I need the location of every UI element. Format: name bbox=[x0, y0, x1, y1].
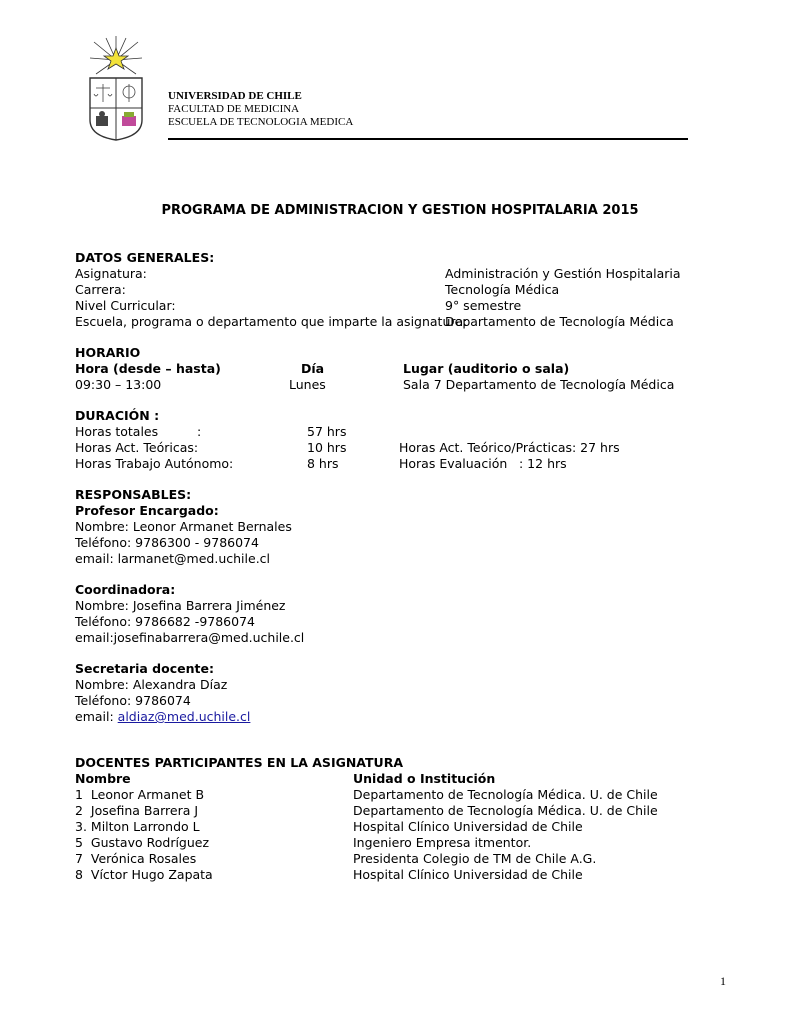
horario-col-hora: Hora (desde – hasta) bbox=[75, 361, 221, 376]
datos-value: 9° semestre bbox=[445, 298, 522, 313]
docente-nombre: Verónica Rosales bbox=[90, 851, 197, 866]
docente-row bbox=[75, 867, 213, 883]
profesor-role: Profesor Encargado: bbox=[75, 503, 219, 518]
docente-unidad: Hospital Clínico Universidad de Chile bbox=[353, 867, 583, 882]
coordinadora-nombre: Nombre: Josefina Barrera Jiménez bbox=[75, 598, 286, 613]
duracion-totales-colon: : bbox=[197, 424, 202, 439]
docente-row bbox=[75, 803, 198, 819]
docente-row bbox=[75, 851, 196, 867]
docente-unidad: Hospital Clínico Universidad de Chile bbox=[353, 819, 583, 834]
header-university: UNIVERSIDAD DE CHILE bbox=[168, 90, 302, 102]
duracion-evaluacion-value: : 12 hrs bbox=[519, 456, 567, 471]
docentes-col-nombre: Nombre bbox=[75, 771, 131, 786]
horario-col-lugar: Lugar (auditorio o sala) bbox=[403, 361, 570, 376]
docente-num: 8 bbox=[75, 867, 83, 882]
docentes-heading: DOCENTES PARTICIPANTES EN LA ASIGNATURA bbox=[75, 755, 403, 770]
secretaria-email-label: email: bbox=[75, 709, 114, 724]
datos-heading: DATOS GENERALES: bbox=[75, 250, 215, 265]
datos-value: Administración y Gestión Hospitalaria bbox=[445, 266, 681, 281]
secretaria-role: Secretaria docente: bbox=[75, 661, 214, 676]
docente-row bbox=[75, 787, 204, 803]
coordinadora-email: email:josefinabarrera@med.uchile.cl bbox=[75, 630, 305, 645]
profesor-telefono: Teléfono: 9786300 - 9786074 bbox=[75, 535, 259, 550]
datos-label: Nivel Curricular: bbox=[75, 298, 176, 313]
docente-num: 3. bbox=[75, 819, 87, 834]
duracion-teo-prac: Horas Act. Teórico/Prácticas: 27 hrs bbox=[399, 440, 620, 455]
duracion-heading: DURACIÓN : bbox=[75, 408, 160, 423]
secretaria-nombre: Nombre: Alexandra Díaz bbox=[75, 677, 228, 692]
horario-dia: Lunes bbox=[289, 377, 326, 392]
coordinadora-role: Coordinadora: bbox=[75, 582, 176, 597]
horario-lugar: Sala 7 Departamento de Tecnología Médica bbox=[403, 377, 675, 392]
duracion-teoricas-value: 10 hrs bbox=[307, 440, 347, 455]
docente-nombre: Milton Larrondo L bbox=[90, 819, 200, 834]
duracion-totales-label: Horas totales bbox=[75, 424, 159, 439]
header-divider bbox=[168, 138, 688, 140]
duracion-evaluacion-label: Horas Evaluación bbox=[399, 456, 508, 471]
docente-num: 5 bbox=[75, 835, 83, 850]
docente-num: 2 bbox=[75, 803, 83, 818]
docente-num: 7 bbox=[75, 851, 83, 866]
docente-unidad: Departamento de Tecnología Médica. U. de Chile bbox=[353, 787, 658, 802]
page-title: PROGRAMA DE ADMINISTRACION Y GESTION HOSPITALARIA 2015 bbox=[161, 203, 639, 218]
docente-nombre: Gustavo Rodríguez bbox=[90, 835, 210, 850]
docente-nombre: Leonor Armanet B bbox=[90, 787, 205, 802]
university-crest-logo bbox=[84, 34, 148, 144]
datos-label: Asignatura: bbox=[75, 266, 147, 281]
profesor-nombre: Nombre: Leonor Armanet Bernales bbox=[75, 519, 292, 534]
datos-label: Carrera: bbox=[75, 282, 126, 297]
duracion-totales-value: 57 hrs bbox=[307, 424, 347, 439]
docente-row bbox=[75, 835, 209, 851]
duracion-autonomo-label: Horas Trabajo Autónomo: bbox=[75, 456, 234, 471]
responsables-heading: RESPONSABLES: bbox=[75, 487, 192, 502]
datos-label: Escuela, programa o departamento que imparte la asignatura: bbox=[75, 314, 468, 329]
docente-nombre: Josefina Barrera J bbox=[90, 803, 199, 818]
horario-heading: HORARIO bbox=[75, 345, 141, 360]
docente-nombre: Víctor Hugo Zapata bbox=[90, 867, 213, 882]
horario-hora: 09:30 – 13:00 bbox=[75, 377, 162, 392]
duracion-teoricas-label: Horas Act. Teóricas: bbox=[75, 440, 199, 455]
docente-unidad: Presidenta Colegio de TM de Chile A.G. bbox=[353, 851, 597, 866]
docente-unidad: Departamento de Tecnología Médica. U. de Chile bbox=[353, 803, 658, 818]
docentes-col-unidad: Unidad o Institución bbox=[353, 771, 496, 786]
datos-value: Departamento de Tecnología Médica bbox=[445, 314, 674, 329]
horario-col-dia: Día bbox=[301, 361, 325, 376]
page-number: 1 bbox=[720, 974, 726, 988]
header-school: ESCUELA DE TECNOLOGIA MEDICA bbox=[168, 116, 354, 128]
header-faculty: FACULTAD DE MEDICINA bbox=[168, 103, 300, 115]
secretaria-telefono: Teléfono: 9786074 bbox=[75, 693, 191, 708]
docente-num: 1 bbox=[75, 787, 83, 802]
duracion-autonomo-value: 8 hrs bbox=[307, 456, 339, 471]
docente-unidad: Ingeniero Empresa itmentor. bbox=[353, 835, 532, 850]
profesor-email: email: larmanet@med.uchile.cl bbox=[75, 551, 271, 566]
datos-value: Tecnología Médica bbox=[445, 282, 560, 297]
coordinadora-telefono: Teléfono: 9786682 -9786074 bbox=[75, 614, 255, 629]
secretaria-email bbox=[75, 709, 250, 725]
secretaria-email-link[interactable]: aldiaz@med.uchile.cl bbox=[117, 709, 251, 724]
docente-row bbox=[75, 819, 200, 835]
